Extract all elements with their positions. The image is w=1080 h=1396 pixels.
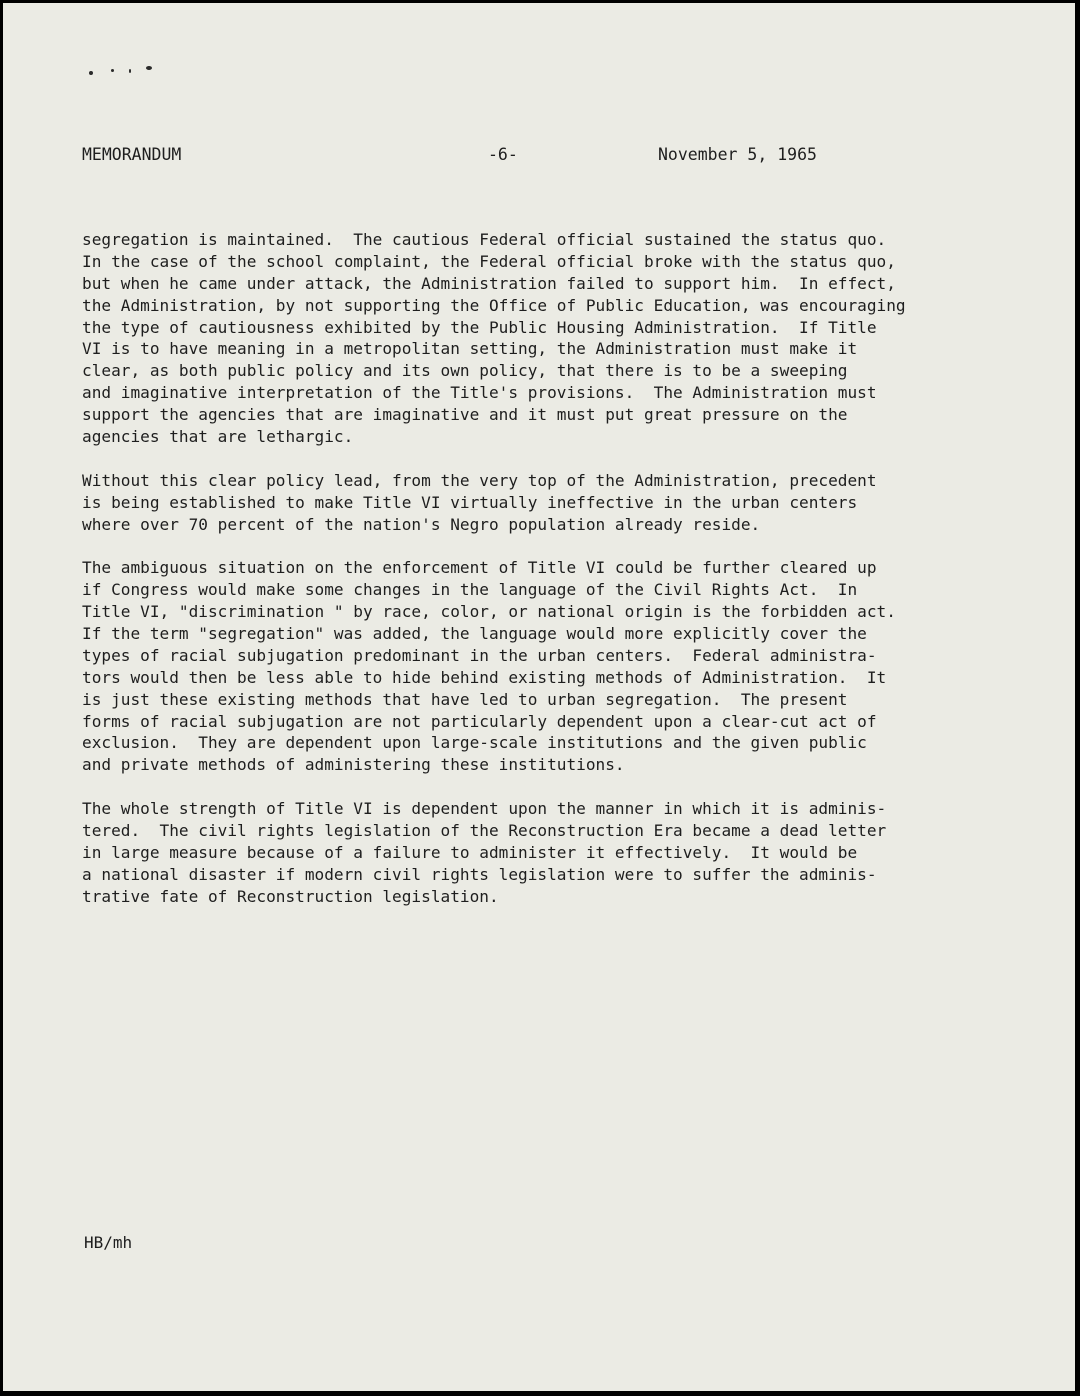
text-line: the Administration, by not supporting the Office of Public Education, was encouraging	[82, 295, 906, 315]
paragraph	[82, 229, 1072, 448]
text-line: tors would then be less able to hide behind existing methods of Administration. It	[82, 667, 887, 687]
text-line: and imaginative interpretation of the Title's provisions. The Administration must	[82, 383, 877, 403]
memo-date: November 5, 1965	[658, 145, 817, 164]
text-line: types of racial subjugation predominant in the urban centers. Federal administra-	[82, 645, 877, 665]
text-line: support the agencies that are imaginative and it must put great pressure on the	[82, 405, 848, 425]
memo-label: MEMORANDUM	[82, 145, 182, 164]
memo-page	[3, 3, 1075, 1391]
text-line: Title VI, "discrimination " by race, color, or national origin is the forbidden act.	[82, 602, 896, 622]
text-line: trative fate of Reconstruction legislation.	[82, 886, 499, 906]
text-line: if Congress would make some changes in the language of the Civil Rights Act. In	[82, 580, 858, 600]
text-line: is just these existing methods that have led to urban segregation. The present	[82, 689, 848, 709]
text-line: VI is to have meaning in a metropolitan setting, the Administration must make it	[82, 339, 858, 359]
stray-ink-marks	[87, 63, 157, 79]
text-line: and private methods of administering these institutions.	[82, 755, 625, 775]
page-number: -6-	[488, 145, 518, 164]
text-line: segregation is maintained. The cautious Federal official sustained the status quo.	[82, 230, 887, 249]
text-line: agencies that are lethargic.	[82, 427, 354, 447]
text-line: tered. The civil rights legislation of the Reconstruction Era became a dead letter	[82, 821, 887, 841]
text-line: is being established to make Title VI virtually ineffective in the urban centers	[82, 492, 858, 512]
text-line: The whole strength of Title VI is dependent upon the manner in which it is adminis-	[82, 799, 887, 819]
text-line: a national disaster if modern civil rights legislation were to suffer the adminis-	[82, 864, 877, 884]
text-line: in large measure because of a failure to administer it effectively. It would be	[82, 842, 858, 862]
text-line: forms of racial subjugation are not particularly dependent upon a clear-cut act of	[82, 711, 877, 731]
paragraph	[82, 470, 1072, 536]
text-line: but when he came under attack, the Administration failed to support him. In effect,	[82, 273, 896, 293]
paragraph	[82, 798, 1072, 907]
text-line: In the case of the school complaint, the Federal official broke with the status quo,	[82, 251, 896, 271]
text-line: the type of cautiousness exhibited by the Public Housing Administration. If Title	[82, 317, 877, 337]
text-line: Without this clear policy lead, from the very top of the Administration, precedent	[82, 470, 877, 490]
text-line: clear, as both public policy and its own policy, that there is to be a sweeping	[82, 361, 848, 381]
typist-initials: HB/mh	[84, 1233, 133, 1252]
text-line: If the term "segregation" was added, the language would more explicitly cover the	[82, 624, 867, 644]
text-line: where over 70 percent of the nation's Negro population already reside.	[82, 514, 761, 534]
memo-body	[82, 229, 1072, 930]
memo-header	[3, 145, 1075, 169]
paragraph	[82, 557, 1072, 776]
text-line: exclusion. They are dependent upon large-scale institutions and the given public	[82, 733, 867, 753]
text-line: The ambiguous situation on the enforcement of Title VI could be further cleared up	[82, 558, 877, 578]
